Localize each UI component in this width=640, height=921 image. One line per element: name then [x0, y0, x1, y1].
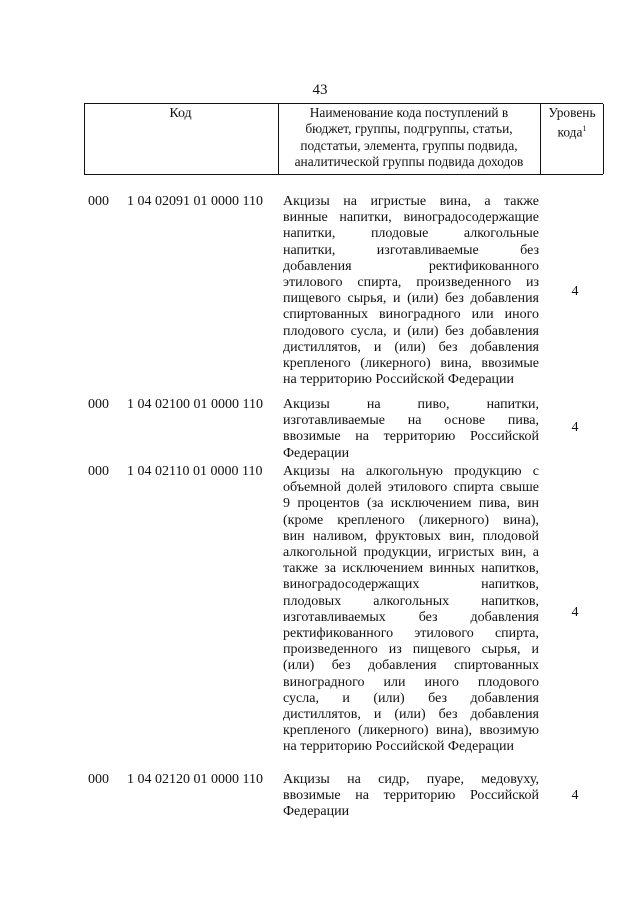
revenue-name-line: дистиллятов, и (или) без добавления	[283, 339, 539, 355]
header-code: Код	[169, 106, 192, 121]
revenue-name-line: ввозимые на территорию Российской	[283, 788, 539, 804]
revenue-code: 1 04 02100 01 0000 110	[127, 397, 263, 412]
revenue-name-line: виноградосодержащих напитков,	[283, 577, 539, 593]
revenue-name-line: крепленого (ликерного) вина, ввозимые	[283, 356, 539, 372]
admin-code: 000	[88, 772, 109, 787]
revenue-name-line: крепленого (ликерного) вина), ввозимую	[283, 723, 539, 739]
revenue-name-line: винные напитки, виноградосодержащие	[283, 210, 539, 226]
revenue-code: 1 04 02091 01 0000 110	[127, 194, 263, 209]
revenue-name-line: Акцизы на алкогольную продукцию с	[283, 464, 539, 479]
revenue-name-line: спиртованных виноградного или иного	[283, 307, 539, 323]
revenue-name-line: Федерации	[283, 445, 350, 461]
revenue-name-line: изготавливаемых без добавления	[283, 609, 539, 625]
revenue-name-line: добавления ректификованного	[283, 258, 539, 274]
revenue-name	[283, 464, 539, 756]
revenue-name-line: Акцизы на сидр, пуаре, медовуху,	[283, 772, 539, 787]
revenue-name-line: объемной долей этилового спирта свыше	[283, 480, 539, 496]
code-level: 4	[571, 605, 579, 620]
code-level: 4	[571, 420, 579, 435]
revenue-name-line: алкогольной продукции, игристых вин, а	[283, 545, 539, 561]
revenue-name	[283, 194, 539, 388]
revenue-name	[283, 397, 539, 462]
revenue-name-line: 9 процентов (за исключением пива, вин	[283, 496, 539, 512]
revenue-name-line: на территорию Российской Федерации	[283, 372, 515, 388]
revenue-name-line: этилового спирта, произведенного из	[283, 275, 539, 291]
revenue-name-line: виноградного или иного плодового	[283, 674, 539, 690]
revenue-name-line: (или) без добавления спиртованных	[283, 658, 539, 674]
revenue-name-line: напитки, плодовые алкогольные	[283, 226, 539, 242]
revenue-name-line: напитки, изготавливаемые без	[283, 242, 539, 258]
table-header	[84, 103, 603, 175]
page-number: 43	[312, 82, 328, 98]
revenue-name	[283, 772, 539, 821]
revenue-name-line: Акцизы на игристые вина, а также	[283, 194, 539, 209]
admin-code: 000	[88, 397, 109, 412]
revenue-name-line: изготавливаемые на основе пива,	[283, 413, 539, 429]
revenue-name-line: пищевого сырья, и (или) без добавления	[283, 291, 539, 307]
revenue-name-line: (кроме крепленого (ликерного) вина),	[283, 512, 539, 528]
revenue-code: 1 04 02110 01 0000 110	[127, 464, 263, 479]
revenue-name-line: ввозимые на территорию Российской	[283, 429, 539, 445]
header-level: Уровень кода$^1$	[548, 105, 596, 140]
code-level: 4	[571, 284, 579, 299]
revenue-name-line: Акцизы на пиво, напитки,	[283, 397, 539, 412]
admin-code: 000	[88, 464, 109, 479]
revenue-name-line: плодовых алкогольных напитков,	[283, 593, 539, 609]
revenue-name-line: дистиллятов, и (или) без добавления	[283, 707, 539, 723]
revenue-name-line: произведенного из пищевого сырья, и	[283, 642, 539, 658]
revenue-name-line: Федерации	[283, 804, 350, 820]
revenue-name-line: вин наливом, фруктовых вин, плодовой	[283, 528, 539, 544]
code-level: 4	[571, 788, 579, 803]
header-border-right	[603, 104, 604, 174]
admin-code: 000	[88, 194, 109, 209]
revenue-name-line: плодового сусла, и (или) без добавления	[283, 323, 539, 339]
revenue-name-line: сусла, и (или) без добавления	[283, 690, 539, 706]
revenue-name-line: на территорию Российской Федерации	[283, 739, 515, 755]
revenue-name-line: ректификованного этилового спирта,	[283, 626, 539, 642]
revenue-name-line: также за исключением винных напитков,	[283, 561, 539, 577]
revenue-code: 1 04 02120 01 0000 110	[127, 772, 263, 787]
footnote-marker: 1	[582, 124, 587, 134]
header-name: Наименование кода поступлений в бюджет, группы, подгруппы, статьи, подстатьи, элемента, группы подвида, аналитической группы подвида доходов	[294, 105, 524, 169]
